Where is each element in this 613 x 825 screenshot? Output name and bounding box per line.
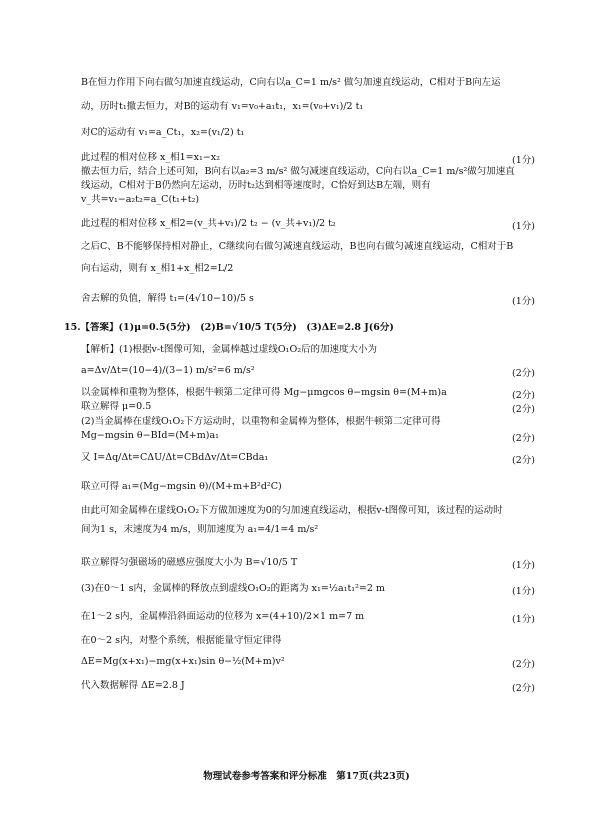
answer-heading: 15.【答案】(1)μ=0.5(5分) (2)B=√10/5 T(5分) (3)ΔE=2.8 J(6分) xyxy=(64,322,394,333)
score-points: (2分) xyxy=(512,659,535,670)
text-line: 联立可得 a₁=(Mg−mgsin θ)/(M+m+B²d²C) xyxy=(81,481,282,492)
text-line: 对C的运动有 v₁=a_Ct₁，x₂=(v₁/2) t₁ xyxy=(81,127,245,138)
text-line: 线运动，C相对于B仍然向左运动，历时t₂达到相等速度时，C恰好到达B左端，则有 xyxy=(81,180,431,191)
text-line: 之后C、B不能够保持相对静止，C继续向右做匀减速直线运动，B也向右做匀减速直线运动，C相对于B xyxy=(81,241,514,252)
text-line: 舍去解的负值，解得 t₁=(4√10−10)/5 s xyxy=(81,293,254,304)
text-line: 向右运动，则有 x_相1+x_相2=L/2 xyxy=(81,263,234,274)
text-line: 【解析】(1)根据v-t图像可知，金属棒越过虚线O₁O₂后的加速度大小为 xyxy=(81,344,378,355)
text-line: 此过程的相对位移 x_相1=x₁−x₂ xyxy=(81,152,220,163)
text-line: (3)在0～1 s内，金属棒的释放点到虚线O₁O₂的距离为 x₁=½a₁t₁²=2 m xyxy=(81,583,385,594)
text-line: ΔE=Mg(x+x₁)−mg(x+x₁)sin θ−½(M+m)v² xyxy=(81,656,285,667)
text-line: 此过程的相对位移 x_相2=(v_共+v₁)/2 t₂ − (v_共+v₁)/2 t₂ xyxy=(81,218,336,229)
text-line: 间为1 s，末速度为4 m/s，则加速度为 a₁=4/1=4 m/s² xyxy=(81,524,319,535)
text-line: (2)当金属棒在虚线O₁O₂下方运动时，以重物和金属棒为整体，根据牛顿第二定律可得 xyxy=(81,416,441,427)
score-points: (1分) xyxy=(512,155,535,166)
score-points: (2分) xyxy=(512,683,535,694)
score-points: (2分) xyxy=(512,433,535,444)
text-line: B在恒力作用下向右做匀加速直线运动，C向右以a_C=1 m/s² 做匀加速直线运动，C相对于B向左运 xyxy=(81,77,501,88)
text-line: 动，历时t₁撤去恒力，对B的运动有 v₁=v₀+a₁t₁，x₁=(v₀+v₁)/2 t₁ xyxy=(81,101,364,112)
text-line: 以金属棒和重物为整体，根据牛顿第二定律可得 Mg−μmgcos θ−mgsin θ=(M+m)a xyxy=(81,387,447,398)
text-line: 由此可知金属棒在虚线O₁O₂下方做加速度为0的匀加速直线运动，根据v-t图像可知，该过程的运动时 xyxy=(81,505,503,516)
page-footer: 物理试卷参考答案和评分标准 第17页(共23页) xyxy=(203,771,410,782)
text-line: v_共=v₁−a₂t₂=a_C(t₁+t₂) xyxy=(81,194,200,205)
score-points: (1分) xyxy=(512,296,535,307)
score-points: (2分) xyxy=(512,368,535,379)
score-points: (1分) xyxy=(512,221,535,232)
score-points: (1分) xyxy=(512,614,535,625)
text-line: 联立解得 μ=0.5 xyxy=(81,401,152,412)
text-line: Mg−mgsin θ−BId=(M+m)a₁ xyxy=(81,430,219,441)
score-points: (2分) xyxy=(512,404,535,415)
text-line: 代入数据解得 ΔE=2.8 J xyxy=(81,680,185,691)
text-line: a=Δv/Δt=(10−4)/(3−1) m/s²=6 m/s² xyxy=(81,365,255,376)
text-line: 联立解得匀强磁场的磁感应强度大小为 B=√10/5 T xyxy=(81,557,298,568)
score-points: (2分) xyxy=(512,455,535,466)
score-points: (1分) xyxy=(512,586,535,597)
score-points: (1分) xyxy=(512,560,535,571)
text-line: 撤去恒力后，结合上述可知，B向右以a₂=3 m/s² 做匀减速直线运动，C向右以a_C=1 m/s²做匀加速直 xyxy=(81,166,515,177)
score-points: (2分) xyxy=(512,390,535,401)
text-line: 在1～2 s内，金属棒沿斜面运动的位移为 x=(4+10)/2×1 m=7 m xyxy=(81,611,365,622)
text-line: 在0～2 s内，对整个系统，根据能量守恒定律得 xyxy=(81,635,282,646)
text-line: 又 I=Δq/Δt=CΔU/Δt=CBdΔv/Δt=CBda₁ xyxy=(81,452,269,463)
